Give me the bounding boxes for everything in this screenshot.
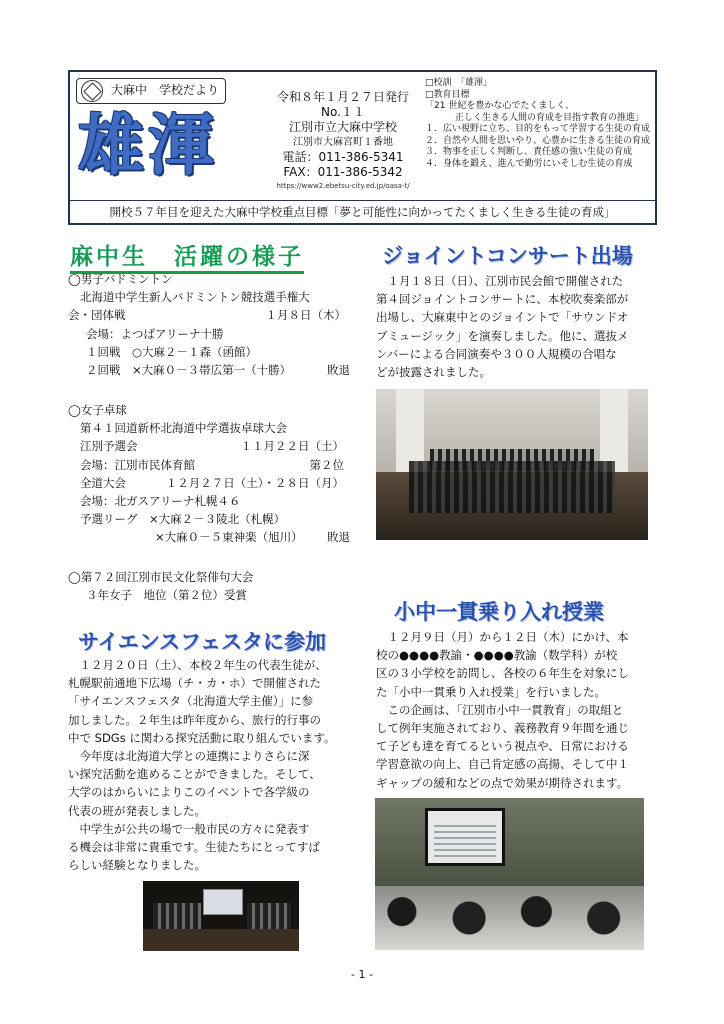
science-line: １２月２０日（土）、本校２年生の代表生徒が、 — [68, 658, 327, 672]
tabletennis-national-date: １２月２７日（土）・２８日（月） — [165, 475, 344, 490]
badminton-event: 北海道中学生新人バドミントン競技選手権大 — [80, 290, 310, 305]
concert-line: 第４回ジョイントコンサートに、本校吹奏楽部が — [376, 292, 629, 307]
tabletennis-qualifier-date: １１月２２日（土） — [240, 439, 344, 454]
haiku-title: ◯第７２回江別市民文化祭俳句大会 — [68, 570, 254, 584]
lesson-line: １２月９日（月）から１２日（木）にかけ、本 — [376, 630, 629, 644]
science-line: 代表の班が発表しました。 — [68, 803, 206, 818]
lesson-line: して例年実施されており、義務教育９年間を通じ — [376, 720, 629, 735]
haiku-section — [68, 568, 350, 604]
concert-line: ブミュージック」を演奏しました。他に、選抜メ — [376, 328, 629, 343]
concert-line: 出場し、大麻東中とのジョイントで「サウンドオ — [376, 310, 629, 325]
science-line: 中学生が公共の場で一般市民の方々に発表す — [68, 821, 310, 836]
activity-heading: 麻中生 活躍の様子 — [70, 238, 304, 274]
school-tag-text: 大麻中 学校だより — [111, 83, 220, 97]
tabletennis-league2-result: 敗退 — [327, 530, 350, 545]
motto-line: ２．自然や人間を思いやり、心豊かに生きる生徒の育成 — [425, 135, 651, 146]
badminton-event-cont — [68, 306, 350, 324]
tabletennis-league2-row — [68, 528, 350, 546]
masthead — [68, 70, 657, 225]
school-motto — [425, 78, 655, 170]
school-address: 江別市大麻宮町１番地 — [293, 137, 393, 148]
tabletennis-qualifier-row — [68, 437, 350, 455]
tabletennis-national-row — [68, 474, 350, 492]
science-line: 今年度は北海道大学との連携によりさらに深 — [68, 748, 310, 763]
tabletennis-venue1-result: 第２位 — [309, 457, 344, 472]
stage-floor — [143, 929, 299, 951]
motto-line: ４．身体を鍛え、進んで勤労にいそしむ生徒の育成 — [425, 158, 633, 169]
tabletennis-title: ◯女子卓球 — [68, 403, 127, 417]
badminton-section — [68, 270, 350, 379]
science-line: い探究活動を進めることができました。そして、 — [68, 767, 321, 782]
tabletennis-venue1: 会場：江別市民体育館 — [80, 457, 195, 472]
issue-number: No.１１ — [321, 105, 365, 119]
badminton-title: ◯男子バドミントン — [68, 272, 173, 286]
newsletter-title: 雄渾 — [78, 106, 218, 184]
classroom-monitor — [425, 808, 505, 866]
issue-info — [268, 90, 418, 192]
motto-line: 正しく生きる人間の育成を目指す教育の推進」 — [455, 112, 645, 123]
concert-line: １月１８日（日）、江別市民会館で開催された — [376, 274, 624, 288]
badminton-date: １月８日（木） — [265, 308, 346, 323]
school-fax: FAX：011-386-5342 — [283, 165, 403, 179]
tabletennis-section — [68, 401, 350, 547]
school-tag — [76, 78, 226, 104]
concert-heading: ジョイントコンサート出場 — [382, 244, 633, 268]
science-line: 「サイエンスフェスタ（北海道大学主催）」に参 — [68, 694, 314, 709]
school-goal: 開校５７年目を迎えた大麻中学校重点目標「夢と可能性に向かってたくましく生きる生徒の育成」 — [70, 200, 655, 224]
school-name: 江別市立大麻中学校 — [288, 120, 397, 134]
science-line: 大学のはからいによりこのイベントで各学級の — [68, 785, 310, 800]
badminton-round1: １回戦 ○大麻２－１森（函館） — [86, 344, 258, 359]
tabletennis-qualifier: 江別予選会 — [80, 439, 138, 454]
badminton-round2-row — [68, 361, 350, 379]
badminton-round2: ２回戦 ×大麻０－３帯広第一（十勝） — [86, 362, 292, 377]
concert-photo — [376, 389, 648, 540]
lesson-line: 校の●●●●教諭・●●●●教諭（数学科）が校 — [376, 648, 618, 663]
tabletennis-venue2: 会場：北ガスアリーナ札幌４６ — [80, 493, 241, 508]
school-emblem-icon — [81, 80, 103, 102]
issue-date: 令和８年１月２７日発行 — [276, 90, 409, 104]
tabletennis-event: 第４１回道新杯北海道中学選抜卓球大会 — [80, 421, 287, 436]
badminton-venue: 会場：よつばアリーナ十勝 — [86, 326, 224, 341]
page-number: - 1 - — [351, 968, 373, 981]
badminton-round2-result: 敗退 — [327, 362, 350, 377]
motto-line: □教育目標 — [425, 89, 470, 100]
science-body — [68, 656, 358, 874]
tabletennis-league: 予選リーグ ×大麻２－３陵北（札幌） — [80, 512, 286, 527]
tabletennis-national: 全道大会 — [80, 475, 126, 490]
haiku-result: ３年女子 地位（第２位）受賞 — [86, 588, 247, 603]
band-members — [409, 461, 616, 512]
badminton-event-suffix: 会・団体戦 — [68, 308, 126, 323]
concert-body — [376, 272, 666, 381]
science-heading: サイエンスフェスタに参加 — [78, 630, 327, 654]
lesson-line: て子ども達を育てるという視点や、日常における — [376, 739, 629, 754]
lesson-line: 区の３小学校を訪問し、各校の６年生を対象にし — [376, 666, 629, 681]
tabletennis-league2: ×大麻０－５東神楽（旭川） — [155, 530, 303, 545]
lesson-line: この企画は、「江別市小中一貫教育」の取組と — [376, 702, 624, 717]
science-line: 中で SDGs に関わる探究活動に取り組んでいます。 — [68, 730, 336, 745]
science-line: る機会は非常に貴重です。生徒たちにとってすば — [68, 839, 320, 854]
concert-line: どが披露されました。 — [376, 364, 491, 379]
lesson-line: 学習意欲の向上、自己肯定感の高揚、そして中１ — [376, 757, 629, 772]
science-festa-photo — [143, 881, 299, 951]
science-line: らしい経験となりました。 — [68, 858, 206, 873]
presentation-screen — [203, 889, 243, 915]
students — [375, 886, 644, 950]
school-phone: 電話：011-386-5341 — [282, 150, 404, 164]
lesson-heading: 小中一貫乗り入れ授業 — [394, 600, 604, 624]
motto-line: ３．物事を正しく判断し、責任感の強い生徒の育成 — [425, 147, 633, 157]
lesson-body — [376, 628, 666, 792]
tabletennis-venue1-row — [68, 456, 350, 474]
science-line: 札幌駅前通地下広場（チ・カ・ホ）で開催された — [68, 676, 321, 691]
school-url[interactable]: https://www2.ebetsu-city.ed.jp/oasa-t/ — [276, 182, 410, 190]
lesson-line: た「小中一貫乗り入れ授業」を行いました。 — [376, 684, 606, 699]
motto-line: 「21 世紀を豊かな心でたくましく、 — [425, 101, 575, 111]
classroom-photo — [375, 798, 644, 950]
motto-line: □校訓 「雄渾」 — [425, 78, 493, 88]
motto-line: １．広い視野に立ち、目的をもって学習する生徒の育成 — [425, 124, 651, 134]
lesson-line: ギャップの緩和などの点で効果が期待されます。 — [376, 775, 629, 790]
blackboard — [375, 798, 644, 892]
concert-line: ンバーによる合同演奏や３００人規模の合唱な — [376, 346, 617, 361]
science-line: 加しました。２年生は昨年度から、旅行的行事の — [68, 712, 321, 727]
